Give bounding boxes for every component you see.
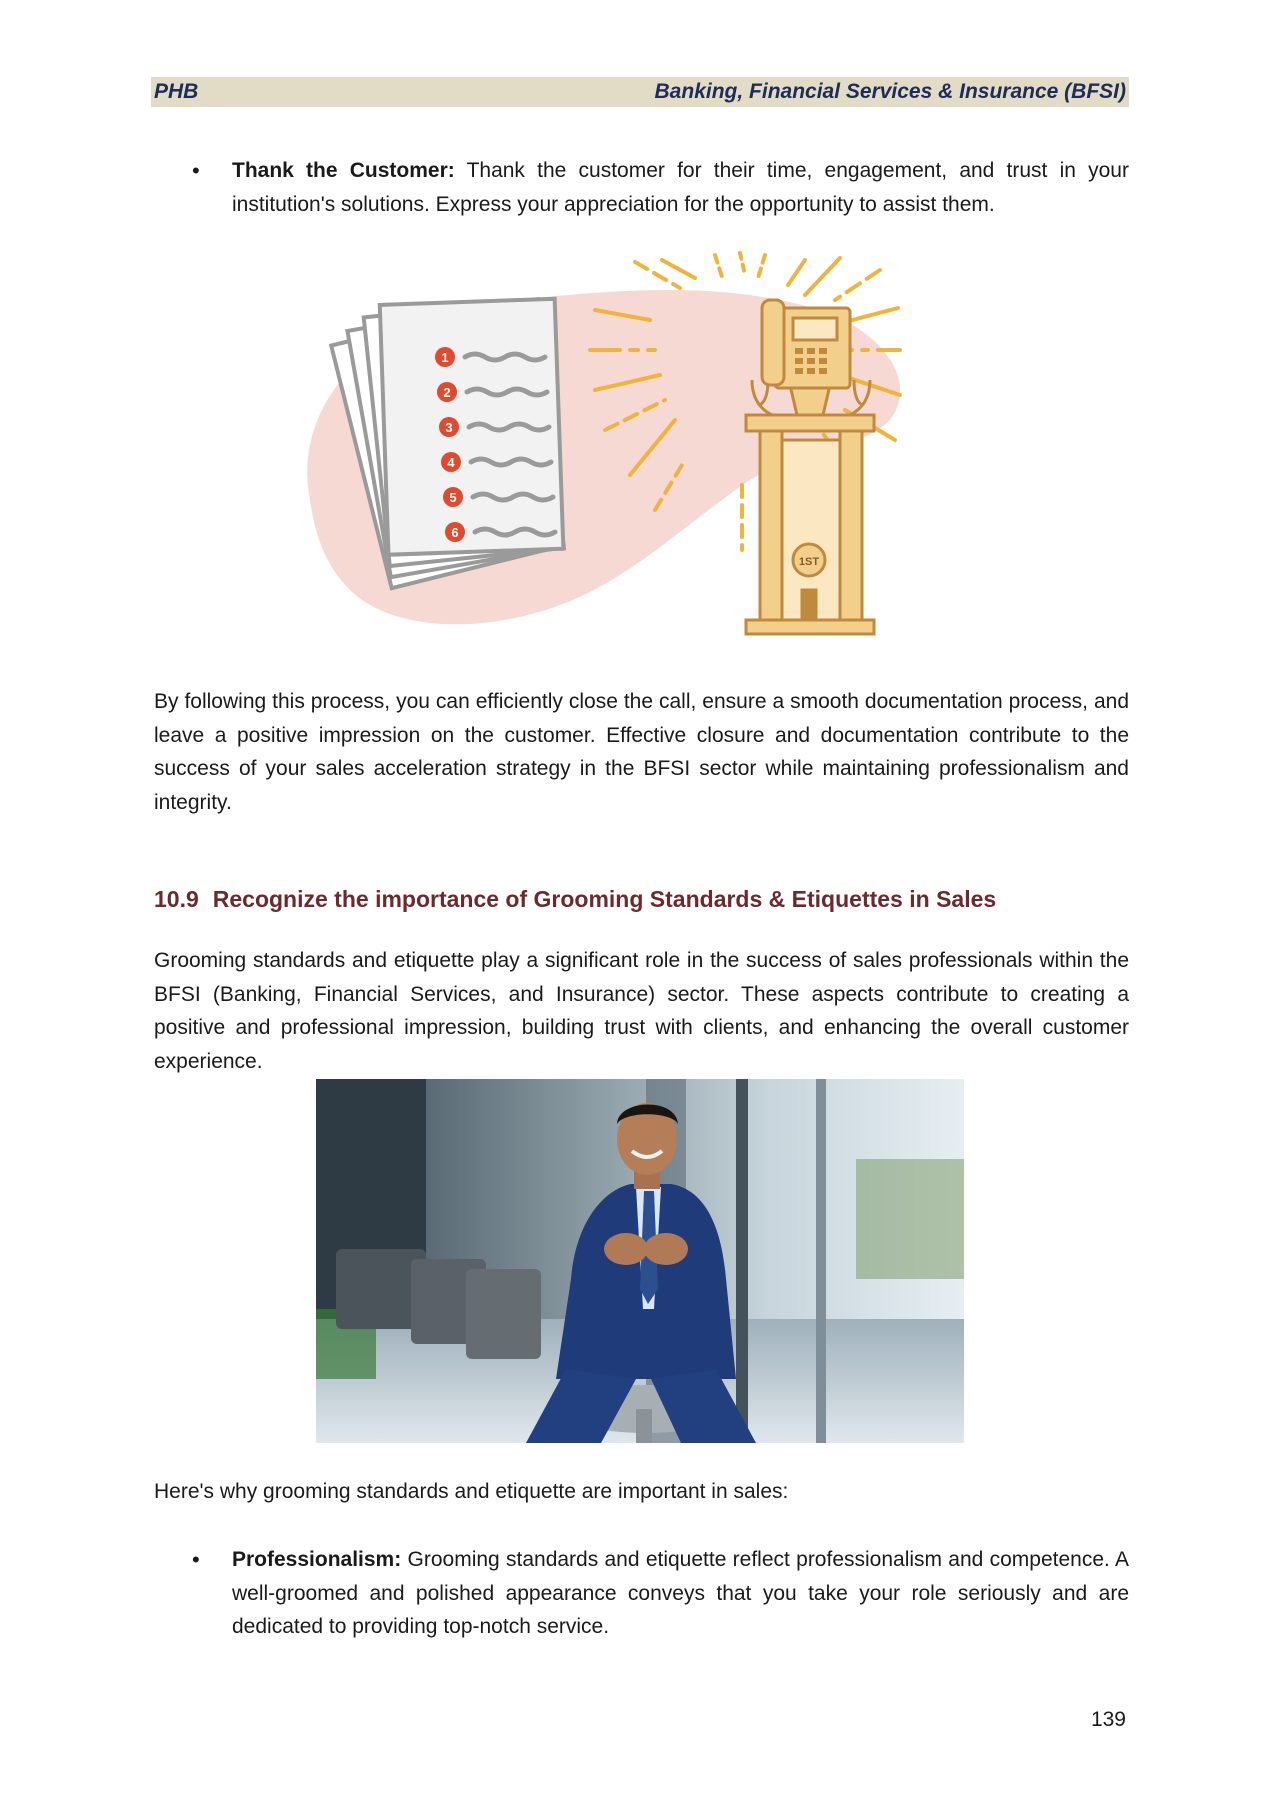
trophy-stand <box>746 380 874 634</box>
checklist-number: 2 <box>443 385 451 400</box>
businessman-photo <box>316 1079 964 1443</box>
page-number: 139 <box>1090 1708 1126 1731</box>
paragraph-closing-summary: By following this process, you can efficiently close the call, ensure a smooth documentation process, and leave a positive impression on the customer. Effective closure and documentation contribute to the success of your sales acceleration strategy in the BFSI sector while maintaining professionalism and integrity. <box>154 690 1129 814</box>
checklist-number: 5 <box>449 490 457 505</box>
bullet-text: Grooming standards and etiquette reflect professionalism and competence. A well-groomed and polished appearance conveys that you take your role seriously and are dedicated to providing top-notch service. <box>232 1548 1129 1638</box>
section-title: Recognize the importance of Grooming Standards & Etiquettes in Sales <box>212 886 997 912</box>
checklist-number: 3 <box>445 420 453 435</box>
checklist-number: 6 <box>451 525 459 540</box>
checklist-number: 1 <box>441 350 449 365</box>
bullet-title: Thank the Customer: <box>232 159 455 182</box>
checklist-trophy-illustration <box>300 250 1000 640</box>
medal-text: 1ST <box>798 556 820 568</box>
checklist-number: 4 <box>447 455 455 470</box>
bullet-dot: • <box>192 1547 200 1572</box>
header-right: Banking, Financial Services & Insurance (BFSI) <box>654 80 1126 103</box>
paragraph-why-grooming: Here's why grooming standards and etiquette are important in sales: <box>154 1480 789 1503</box>
bullet-dot: • <box>192 158 200 183</box>
bullet-thank-customer <box>192 154 1129 221</box>
section-number: 10.9 <box>154 886 199 912</box>
header-left: PHB <box>154 80 199 103</box>
paragraph-grooming-intro: Grooming standards and etiquette play a significant role in the success of sales professionals within the BFSI (Banking, Financial Services, and Insurance) sector. These aspects contribute to creating a positive and professional impression, building trust with clients, and enhancing the overall customer experience. <box>154 949 1129 1073</box>
telephone-icon <box>762 300 850 388</box>
running-header <box>151 77 1129 107</box>
section-heading <box>154 886 996 913</box>
bullet-professionalism <box>192 1543 1129 1644</box>
bullet-title: Professionalism: <box>232 1548 402 1571</box>
bullet-text: Thank the customer for their time, engagement, and trust in your institution's solutions. Express your appreciation for the opportunity to assist them. <box>232 159 1129 216</box>
